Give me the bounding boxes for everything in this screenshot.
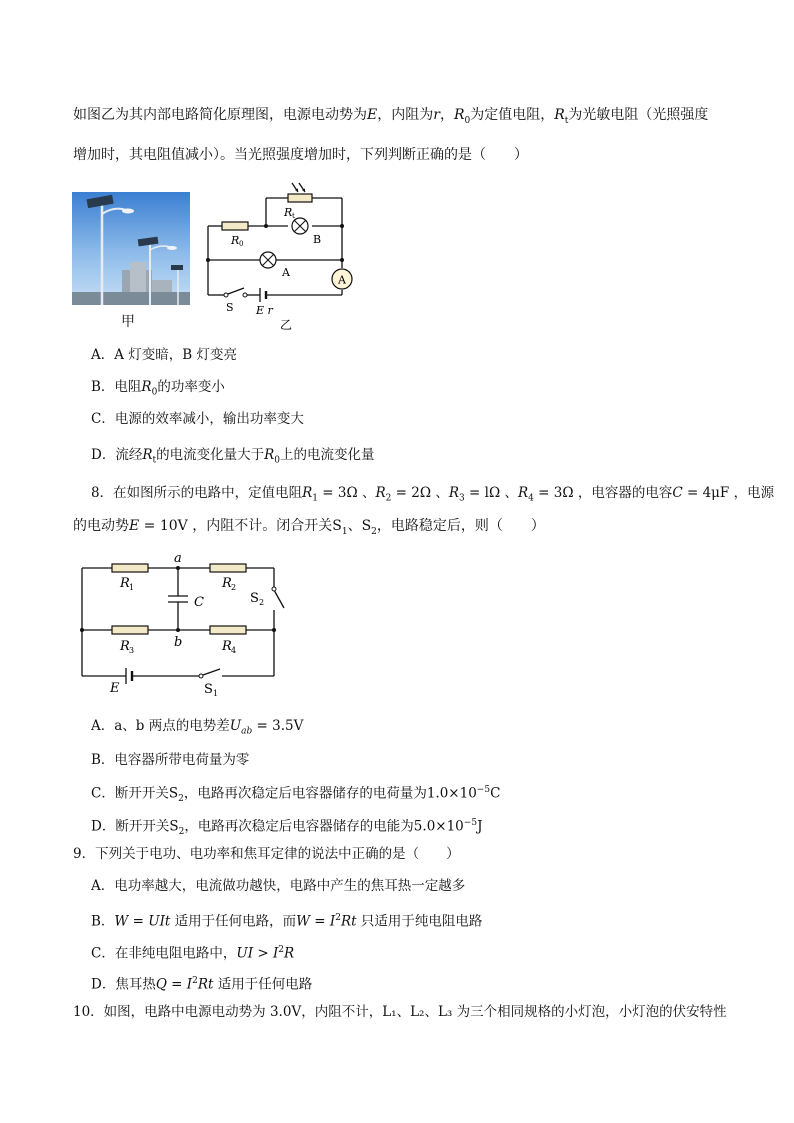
svg-text:1: 1 bbox=[213, 689, 219, 698]
q10-stem: 10．如图，电路中电源电动势为 3.0V，内阻不计，L₁、L₂、L₃ 为三个相同规格的小灯泡，小灯泡的伏安特性 bbox=[73, 1004, 727, 1020]
svg-text:b: b bbox=[174, 635, 183, 650]
svg-text:E: E bbox=[110, 681, 120, 696]
svg-text:S: S bbox=[226, 301, 234, 314]
q9-stem: 9．下列关于电功、电功率和焦耳定律的说法中正确的是（ ） bbox=[73, 846, 460, 862]
q7-option-d[interactable]: D．流经$R_t$的电流变化量大于$R_0$上的电流变化量 bbox=[91, 447, 375, 466]
q8-option-a[interactable]: A．a、b 两点的电势差$U_{ab} = 3.5V$ bbox=[91, 718, 304, 737]
street-light-photo bbox=[72, 192, 190, 305]
svg-text:1: 1 bbox=[129, 583, 135, 592]
svg-text:t: t bbox=[292, 212, 295, 220]
svg-text:R: R bbox=[120, 576, 130, 591]
svg-text:2: 2 bbox=[231, 583, 237, 592]
svg-text:S: S bbox=[204, 682, 213, 697]
lamp-b bbox=[292, 218, 308, 234]
resistor-r1 bbox=[112, 564, 148, 572]
q9-option-d[interactable]: D．焦耳热$Q = I^2Rt$ 适用于任何电路 bbox=[91, 976, 313, 993]
q8-stem-line1: 8．在如图所示的电路中，定值电阻$R_1 = 3\Omega$ 、$R_2 = 2\Omega$ 、$R_3 = l\Omega$ 、$R_4 = 3\Omega$ ，电容器的电容C = 4μF ，电源 bbox=[91, 485, 775, 504]
q7-stem-line1: 如图乙为其内部电路简化原理图，电源电动势为E，内阻为r，$R_0$为定值电阻，$R_t$为光敏电阻（光照强度 bbox=[73, 107, 709, 126]
svg-text:0: 0 bbox=[239, 240, 244, 248]
svg-text:R: R bbox=[120, 639, 130, 654]
q8-option-b[interactable]: B．电容器所带电荷量为零 bbox=[91, 752, 250, 768]
svg-text:S: S bbox=[250, 591, 259, 606]
q7-option-c[interactable]: C．电源的效率减小，输出功率变大 bbox=[91, 411, 304, 427]
q8-stem-line2: 的电动势E = 10V ，内阻不计。闭合开关$S_1$、$S_2$，电路稳定后，则（ ） bbox=[73, 518, 545, 537]
resistor-rt bbox=[288, 194, 312, 202]
lamp-a bbox=[260, 252, 276, 268]
resistor-r4 bbox=[210, 626, 246, 634]
q7-stem-line2: 增加时，其电阻值减小）。当光照强度增加时，下列判断正确的是（ ） bbox=[73, 147, 528, 163]
q8-circuit-diagram bbox=[70, 550, 290, 698]
q9-option-c[interactable]: C．在非纯电阻电路中，UI > $I^2R$ bbox=[91, 945, 295, 962]
q8-option-d[interactable]: D．断开开关$S_2$，电路再次稳定后电容器储存的电能为$5.0\times 10^{-5}J$ bbox=[91, 818, 483, 838]
q8-option-c[interactable]: C．断开开关$S_2$，电路再次稳定后电容器储存的电荷量为$1.0\times 10^{-5}C$ bbox=[91, 785, 501, 805]
svg-text:乙: 乙 bbox=[280, 318, 293, 332]
q7-option-b[interactable]: B．电阻$R_0$的功率变小 bbox=[91, 379, 225, 398]
svg-text:4: 4 bbox=[231, 646, 237, 655]
svg-text:A: A bbox=[338, 273, 346, 287]
q7-option-a[interactable]: A．A 灯变暗，B 灯变亮 bbox=[91, 347, 238, 363]
svg-text:C: C bbox=[194, 595, 204, 610]
q7-circuit-diagram bbox=[200, 180, 360, 335]
q9-option-b[interactable]: B．W = UIt 适用于任何电路，而$W = I^2Rt$ 只适用于纯电阻电路 bbox=[91, 913, 483, 930]
resistor-r2 bbox=[210, 564, 246, 572]
svg-text:a: a bbox=[174, 551, 182, 566]
resistor-r0 bbox=[222, 222, 248, 230]
resistor-r3 bbox=[112, 626, 148, 634]
svg-text:B: B bbox=[313, 233, 322, 246]
fig-label-jia: 甲 bbox=[121, 314, 135, 330]
svg-text:R: R bbox=[231, 234, 240, 247]
svg-text:A: A bbox=[282, 266, 290, 279]
svg-text:3: 3 bbox=[129, 646, 135, 655]
svg-text:R: R bbox=[222, 576, 232, 591]
svg-text:R: R bbox=[222, 639, 232, 654]
svg-text:E r: E r bbox=[256, 304, 273, 317]
svg-text:R: R bbox=[284, 206, 293, 219]
q9-option-a[interactable]: A．电功率越大，电流做功越快，电路中产生的焦耳热一定越多 bbox=[91, 878, 466, 894]
svg-text:2: 2 bbox=[259, 598, 265, 607]
